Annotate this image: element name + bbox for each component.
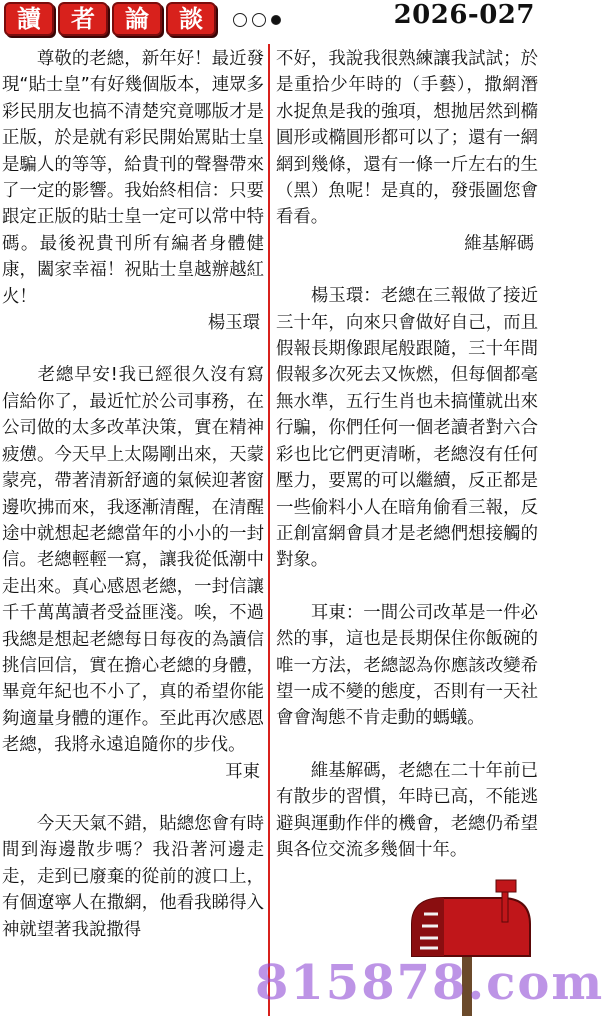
reply-2-text: 耳東：一間公司改革是一件必然的事，這也是長期保住你飯碗的唯一方法，老總認為你應該改變希望一成不變的態度，否則有一天社會會淘態不肯走動的螞蟻。 xyxy=(276,602,538,729)
reply-1-text: 楊玉環：老總在三報做了接近三十年，向來只會做好自己，而且假報長期像跟尾般跟隨，三十年間假報多次死去又恢燃，但每個都毫無水準，五行生肖也未搞懂就出來行騙，你們任何一個老讀者對六合彩也比它們更清晰，老總沒有任何壓力，要罵的可以繼續，反正都是一些偷料小人在暗角偷看三報，反正創富網會員才是老總們想接觸的對象。 xyxy=(276,286,538,571)
letter-1 xyxy=(2,46,264,310)
letter-3-text: 今天天氣不錯，貼總您會有時間到海邊散步嗎？我沿著河邊走走，走到已廢棄的從前的渡口上，有個遼寧人在撒網，他看我睇得入神就望著我說撒得 xyxy=(2,813,264,940)
issue-number: 2026-027 xyxy=(393,0,535,30)
title-char-3: 論 xyxy=(112,2,162,36)
reply-2 xyxy=(276,600,538,732)
letter-1-text: 尊敬的老總，新年好！最近發現“貼士皇”有好幾個版本，連眾多彩民朋友也搞不清楚究竟哪版才是正版，於是就有彩民開始罵貼士皇是騙人的等等，給貴刊的聲譽帶來了一定的影響。我始終相信：只要跟定正版的貼士皇一定可以常中特碼。最後祝貴刊所有編者身體健康，闔家幸福！祝貼士皇越辦越紅火！ xyxy=(2,49,264,307)
letter-3-signature: 維基解碼 xyxy=(464,233,534,254)
site-watermark: 815878.com xyxy=(255,955,604,1011)
reply-1 xyxy=(276,283,538,573)
decorative-dots xyxy=(233,13,286,27)
title-char-1: 讀 xyxy=(4,2,54,36)
reply-3-text: 維基解碼，老總在二十年前已有散步的習慣，年時已高，不能逃避與運動作伴的機會，老總仍希望與各位交流多幾個十年。 xyxy=(276,760,538,860)
letter-2 xyxy=(2,362,264,758)
letter-2-signature: 耳東 xyxy=(225,761,260,782)
left-column xyxy=(2,46,264,943)
reply-3 xyxy=(276,758,538,864)
page-header xyxy=(0,0,545,38)
column-title xyxy=(4,2,220,36)
letter-2-text: 老總早安!我已經很久沒有寫信給你了，最近忙於公司事務，在公司做的太多改革決策，實在精神疲憊。今天早上太陽剛出來，天蒙蒙亮，帶著清新舒適的氣候迎著窗邊吹拂而來，我逐漸清醒，在清醒途中就想起老總當年的小小的一封信。老總輕輕一寫，讓我從低潮中走出來。真心感恩老總，一封信讓千千萬萬讀者受益匪淺。唉，不過我總是想起老總每日每夜的為讀信挑信回信，實在擔心老總的身體，畢竟年紀也不小了，真的希望你能夠適量身體的運作。至此再次感恩老總，我將永遠追隨你的步伐。 xyxy=(2,365,264,756)
letter-1-signature: 楊玉環 xyxy=(207,313,260,334)
title-char-2: 者 xyxy=(58,2,108,36)
title-char-4: 談 xyxy=(166,2,216,36)
column-divider xyxy=(268,44,270,1016)
right-column xyxy=(276,46,538,863)
letter-3 xyxy=(2,811,264,943)
circle-filled-icon xyxy=(271,15,281,25)
circle-outline-icon xyxy=(252,13,266,27)
circle-outline-icon xyxy=(233,13,247,27)
letter-3-continued: 不好，我說我很熟練讓我試試；於是重拾少年時的（手藝），撒網潛水捉魚是我的強項，想拋居然到橢圓形或橢圓形都可以了；還有一網網到幾條，還有一條一斤左右的生（黑）魚呢！是真的，發張圖您會看看。 xyxy=(276,49,538,228)
